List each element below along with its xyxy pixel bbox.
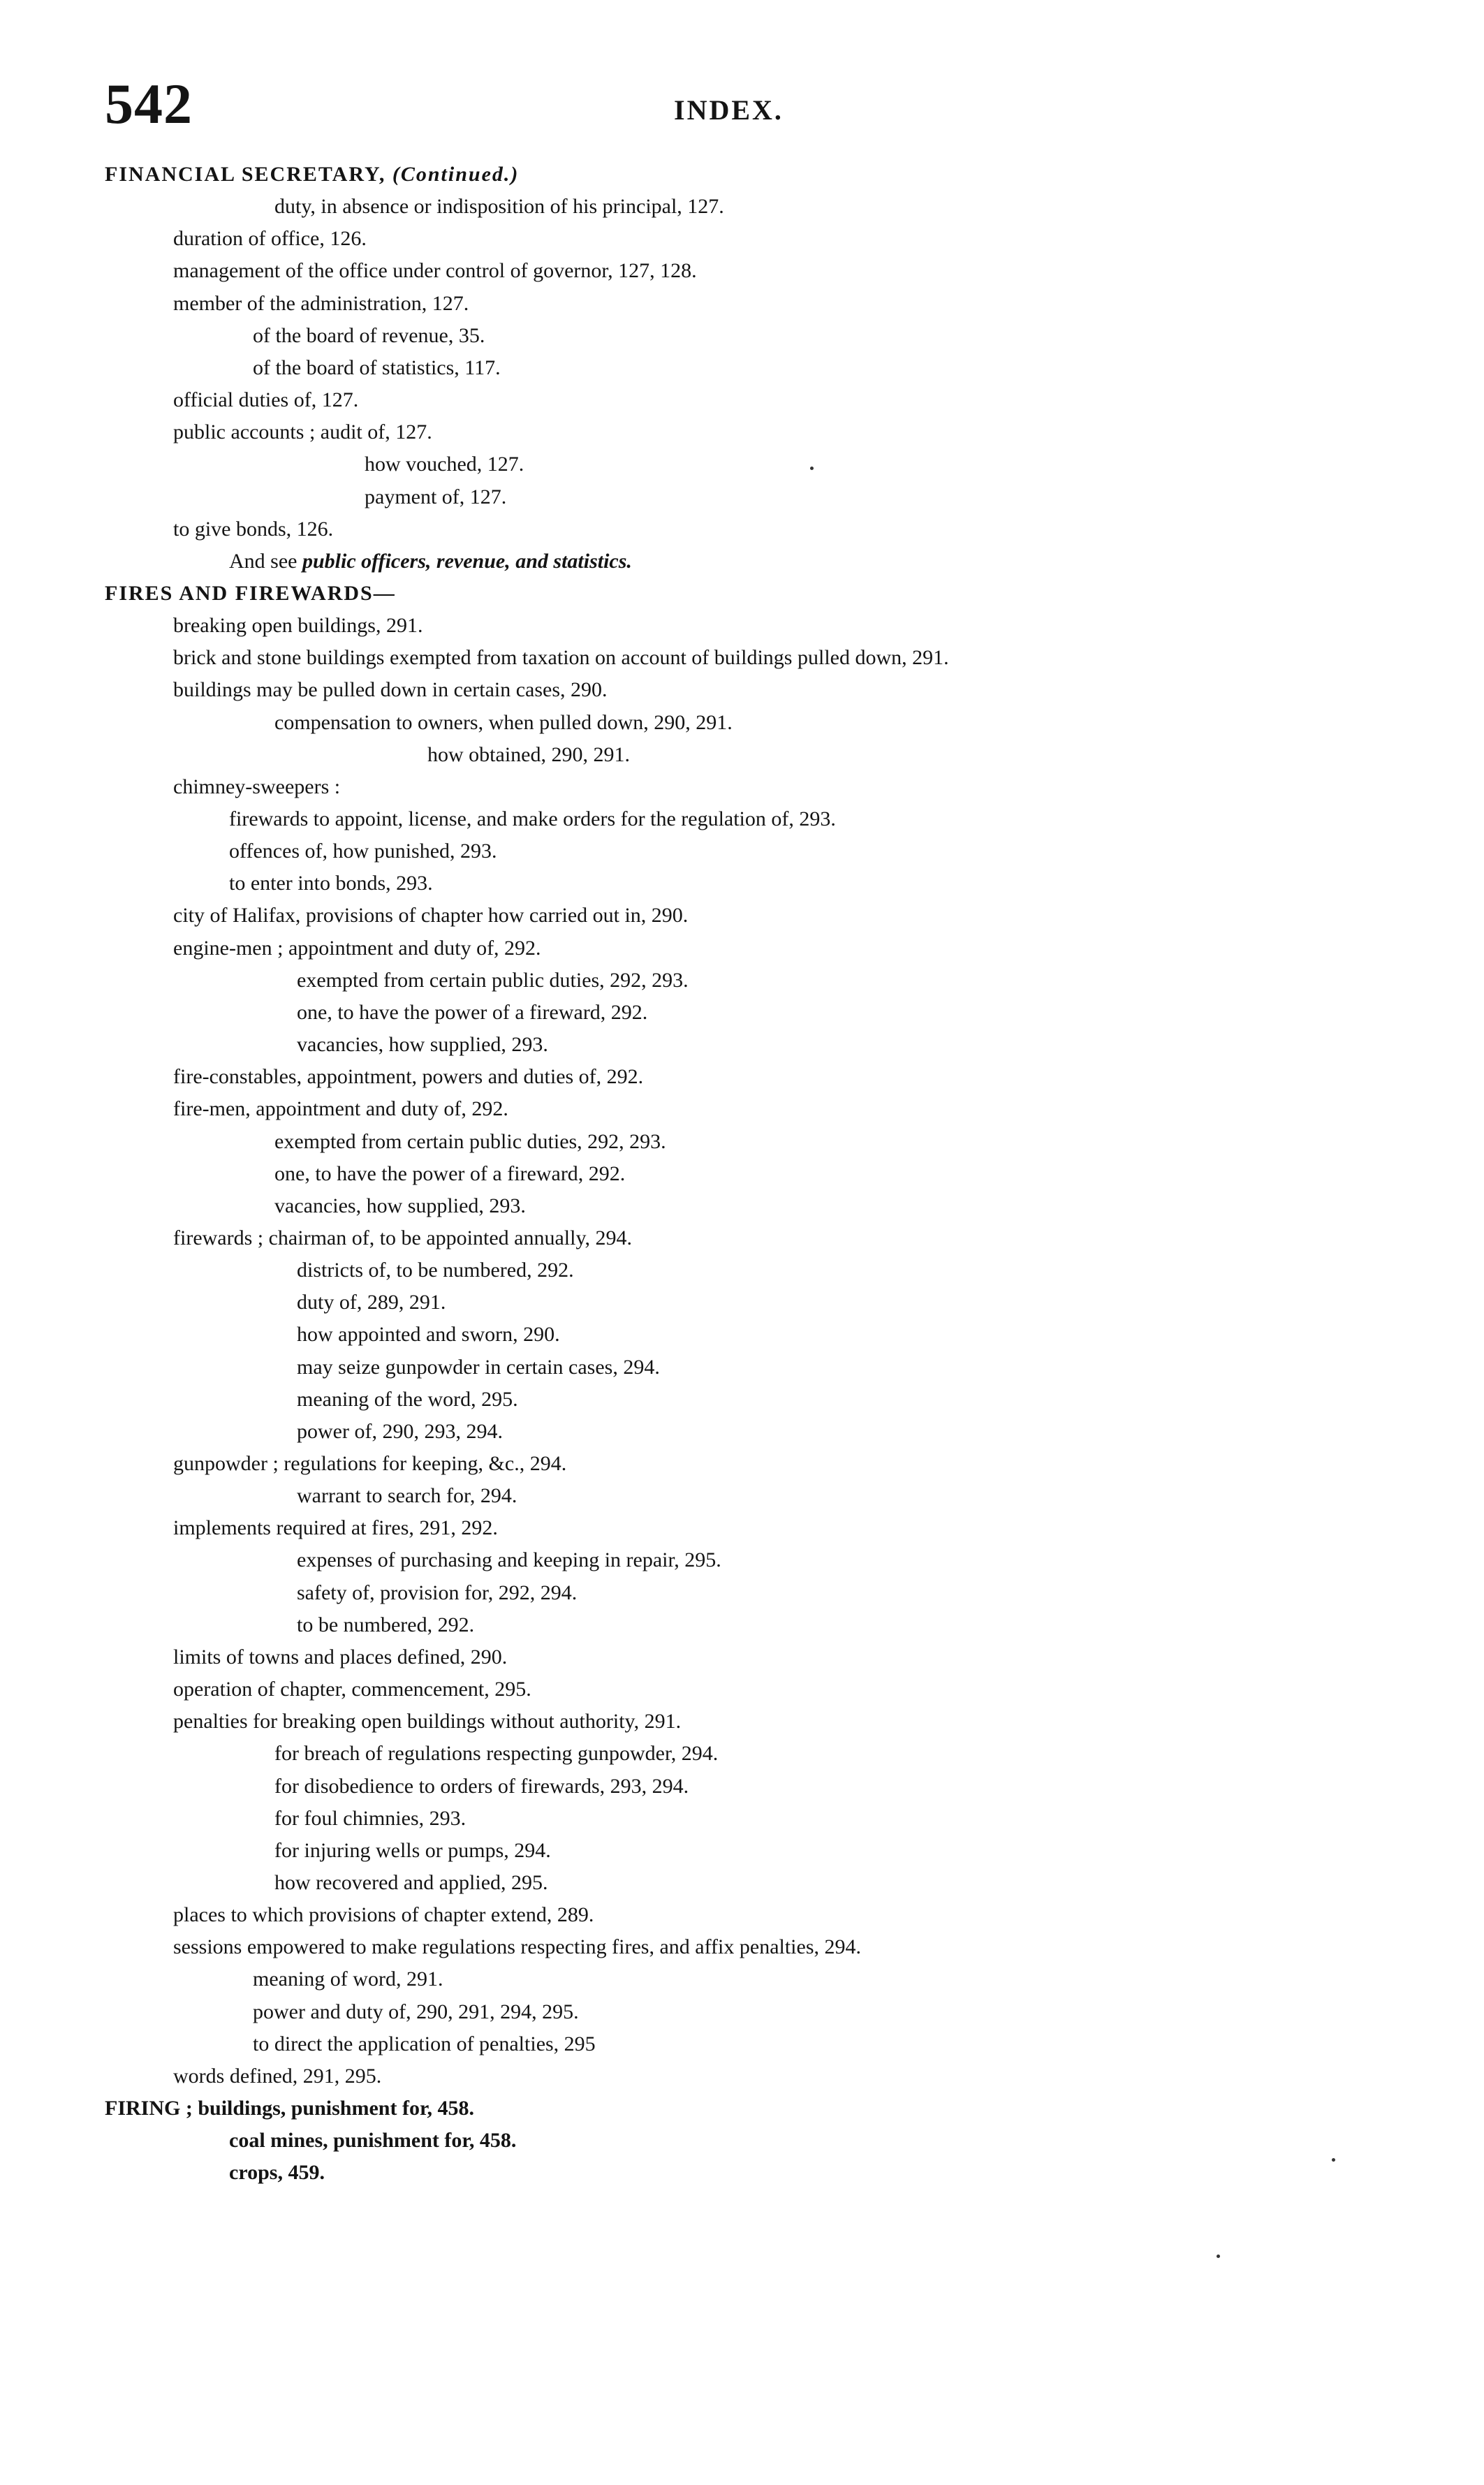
index-entry <box>297 1032 548 1057</box>
index-entry <box>274 1870 548 1896</box>
entry-text: warrant to search for, 294. <box>297 1484 517 1507</box>
entry-text: FINANCIAL SECRETARY, <box>105 163 392 186</box>
entry-text: meaning of the word, 295. <box>297 1388 518 1411</box>
entry-text: meaning of word, 291. <box>253 1967 443 1991</box>
entry-text: compensation to owners, when pulled down, 290, 291. <box>274 711 733 734</box>
index-entry <box>274 1774 689 1799</box>
entry-text: expenses of purchasing and keeping in repair, 295. <box>297 1548 721 1571</box>
entry-text: offences of, how punished, 293. <box>229 840 497 863</box>
index-entry <box>365 485 506 510</box>
entry-text: fire-constables, appointment, powers and duties of, 292. <box>173 1065 644 1088</box>
index-entry <box>173 1677 531 1702</box>
entry-text: engine-men ; appointment and duty of, 292. <box>173 937 541 960</box>
entry-text: to enter into bonds, 293. <box>229 872 433 895</box>
entry-text: for foul chimnies, 293. <box>274 1807 466 1830</box>
entry-text: of the board of statistics, 117. <box>253 356 501 379</box>
index-entry <box>173 420 432 445</box>
index-entry <box>297 1419 503 1444</box>
index-entry <box>173 1645 507 1670</box>
entry-text: official duties of, 127. <box>173 388 359 411</box>
index-entry <box>297 1355 660 1380</box>
index-entry <box>297 1000 647 1025</box>
index-entry <box>173 258 697 284</box>
index-entry <box>297 1548 721 1573</box>
index-entry <box>253 355 501 381</box>
index-entry <box>229 549 632 574</box>
entry-text: words defined, 291, 295. <box>173 2065 382 2088</box>
print-speck <box>1217 2255 1220 2258</box>
index-entry <box>173 645 949 670</box>
entry-text: implements required at fires, 291, 292. <box>173 1516 498 1539</box>
index-entry <box>274 1161 625 1187</box>
index-entry <box>229 2128 516 2153</box>
entry-text: duty of, 289, 291. <box>297 1291 446 1314</box>
entry-text: for breach of regulations respecting gunpowder, 294. <box>274 1742 719 1765</box>
entry-text: duty, in absence or indisposition of his principal, 127. <box>274 195 724 218</box>
entry-text: how recovered and applied, 295. <box>274 1871 548 1894</box>
index-entry <box>297 1387 518 1412</box>
entry-text: coal mines, punishment for, 458. <box>229 2129 517 2152</box>
index-entry <box>229 839 497 864</box>
entry-text: chimney-sweepers : <box>173 775 341 798</box>
running-head: INDEX. <box>674 94 784 126</box>
index-entry <box>297 968 689 993</box>
entry-text: districts of, to be numbered, 292. <box>297 1259 574 1282</box>
index-entry <box>229 807 836 832</box>
index-entry <box>173 613 423 638</box>
entry-text: safety of, provision for, 292, 294. <box>297 1581 578 1604</box>
page-number: 542 <box>105 72 193 135</box>
index-entry <box>173 677 608 703</box>
index-entry <box>173 1709 681 1734</box>
index-entry <box>173 1226 632 1251</box>
index-entry <box>173 1516 498 1541</box>
entry-text: to give bonds, 126. <box>173 518 334 541</box>
entry-text: payment of, 127. <box>365 485 507 508</box>
entry-text: gunpowder ; regulations for keeping, &c., 294. <box>173 1452 567 1475</box>
index-entry <box>229 2160 325 2185</box>
entry-text: for injuring wells or pumps, 294. <box>274 1839 551 1862</box>
print-speck <box>1332 2158 1335 2162</box>
entry-text: FIRES AND FIREWARDS— <box>105 582 396 605</box>
index-entry <box>173 1935 861 1960</box>
index-entry <box>173 388 358 413</box>
entry-text: firewards to appoint, license, and make orders for the regulation of, 293. <box>229 807 836 830</box>
entry-italic-text: (Continued.) <box>392 163 520 186</box>
entry-text: exempted from certain public duties, 292, 293. <box>274 1130 666 1153</box>
index-entry <box>173 936 541 961</box>
entry-text: limits of towns and places defined, 290. <box>173 1645 508 1669</box>
entry-text: management of the office under control of governor, 127, 128. <box>173 259 697 282</box>
index-entry <box>297 1322 560 1347</box>
entry-text: one, to have the power of a fireward, 292. <box>297 1001 648 1024</box>
entry-text: duration of office, 126. <box>173 227 367 250</box>
entry-text: how appointed and sworn, 290. <box>297 1323 560 1346</box>
entry-text: of the board of revenue, 35. <box>253 324 485 347</box>
index-entry <box>297 1581 577 1606</box>
index-entry <box>274 1741 718 1766</box>
entry-text: crops, 459. <box>229 2161 325 2184</box>
index-heading <box>105 162 519 187</box>
entry-text: power and duty of, 290, 291, 294, 295. <box>253 2000 579 2023</box>
index-entry <box>274 1194 526 1219</box>
index-entry <box>173 291 469 316</box>
entry-text: vacancies, how supplied, 293. <box>274 1194 526 1217</box>
entry-text: firewards ; chairman of, to be appointed annually, 294. <box>173 1226 633 1249</box>
print-speck <box>810 467 814 470</box>
entry-text: how vouched, 127. <box>365 453 524 476</box>
entry-text: And see <box>229 550 302 573</box>
index-entry <box>173 517 333 542</box>
index-entry <box>297 1290 446 1315</box>
index-entry <box>253 2032 596 2057</box>
index-entry <box>297 1258 574 1283</box>
index-entry <box>274 194 724 219</box>
entry-text: fire-men, appointment and duty of, 292. <box>173 1097 508 1120</box>
entry-text: penalties for breaking open buildings without authority, 291. <box>173 1710 682 1733</box>
index-entry <box>253 2000 579 2025</box>
entry-text: how obtained, 290, 291. <box>427 743 630 766</box>
index-entry <box>173 1903 594 1928</box>
entry-text: buildings may be pulled down in certain cases, 290. <box>173 678 608 701</box>
entry-text: power of, 290, 293, 294. <box>297 1420 503 1443</box>
index-heading <box>105 581 396 606</box>
entry-text: brick and stone buildings exempted from taxation on account of buildings pulled down, 291. <box>173 646 949 669</box>
entry-text: operation of chapter, commencement, 295. <box>173 1678 531 1701</box>
entry-text: to direct the application of penalties, 295 <box>253 2032 596 2055</box>
entry-text: city of Halifax, provisions of chapter how carried out in, 290. <box>173 904 689 927</box>
entry-italic-text: public officers, revenue, and statistics. <box>302 550 632 573</box>
entry-text: to be numbered, 292. <box>297 1613 475 1636</box>
entry-text: places to which provisions of chapter extend, 289. <box>173 1903 594 1926</box>
entry-text: FIRING ; buildings, punishment for, 458. <box>105 2097 475 2120</box>
index-entry <box>274 1806 466 1831</box>
index-entry <box>173 775 340 800</box>
entry-text: member of the administration, 127. <box>173 292 469 315</box>
index-entry <box>297 1483 517 1509</box>
index-entry <box>173 226 367 251</box>
index-entry <box>253 323 485 349</box>
index-entry <box>427 742 630 768</box>
index-entry <box>173 2064 381 2089</box>
index-entry <box>173 1097 508 1122</box>
index-entry <box>274 1129 666 1154</box>
entry-text: exempted from certain public duties, 292, 293. <box>297 969 689 992</box>
entry-text: sessions empowered to make regulations respecting fires, and affix penalties, 294. <box>173 1935 862 1958</box>
index-entry <box>173 1064 643 1090</box>
entry-text: may seize gunpowder in certain cases, 294. <box>297 1356 660 1379</box>
index-entry <box>173 903 688 928</box>
index-entry <box>365 452 524 477</box>
index-entry <box>297 1613 474 1638</box>
entry-text: for disobedience to orders of firewards, 293, 294. <box>274 1775 689 1798</box>
entry-text: public accounts ; audit of, 127. <box>173 420 432 444</box>
index-entry <box>173 1451 566 1476</box>
index-entry <box>274 710 733 735</box>
index-heading <box>105 2096 474 2121</box>
entry-text: breaking open buildings, 291. <box>173 614 423 637</box>
entry-text: vacancies, how supplied, 293. <box>297 1033 548 1056</box>
index-entry <box>274 1838 551 1863</box>
index-entry <box>253 1967 443 1992</box>
index-entry <box>229 871 433 896</box>
entry-text: one, to have the power of a fireward, 292. <box>274 1162 626 1185</box>
